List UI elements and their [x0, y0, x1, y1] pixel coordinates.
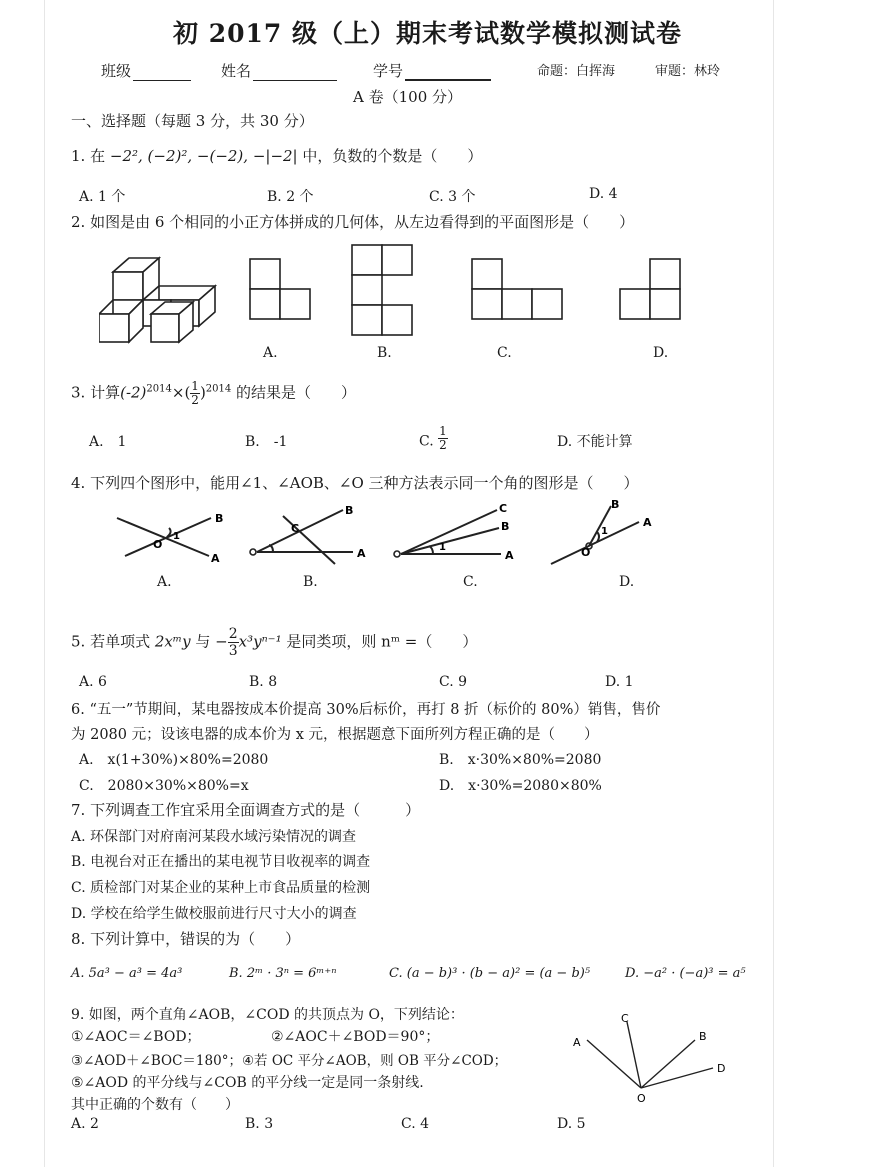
- q3-option-c-den: 2: [439, 438, 447, 452]
- q7-option-c[interactable]: C. 质检部门对某企业的某种上市食品质量的检测: [71, 880, 371, 896]
- q4-d-label-1: 1: [601, 526, 608, 537]
- q3-times: ×(: [171, 383, 191, 402]
- q4-a-label-1: 1: [173, 531, 180, 542]
- q2-option-a-figure[interactable]: [249, 258, 313, 322]
- q2-option-c-figure[interactable]: [471, 258, 565, 322]
- q4-b-label-c: C: [291, 522, 300, 535]
- q7-stem: 7. 下列调查工作宜采用全面调查方式的是（ ）: [71, 801, 421, 819]
- q1-option-d[interactable]: D. 4: [589, 186, 618, 202]
- q4-c-label-c: C: [499, 502, 508, 515]
- q1-option-a[interactable]: A. 1 个: [79, 189, 126, 205]
- q5-option-a[interactable]: A. 6: [79, 674, 107, 690]
- q4-d-label-o: O: [581, 546, 591, 559]
- q1-expr: −2², (−2)², −(−2), −|−2|: [109, 147, 298, 165]
- author: 命题：白挥海: [537, 64, 616, 79]
- q1-stem: [71, 145, 482, 166]
- q4-label-a: A.: [157, 574, 172, 590]
- q9-label-o: O: [637, 1092, 646, 1105]
- q4-label-b: B.: [303, 574, 318, 590]
- q4-a-label-b: B: [215, 512, 224, 525]
- q4-c-label-a: A: [505, 549, 514, 562]
- reviewer: 审题：林玲: [655, 64, 721, 79]
- q4-c-label-1: 1: [439, 542, 446, 553]
- q4-a-label-a: A: [211, 552, 220, 565]
- id-label: 学号: [373, 62, 404, 80]
- section1-title: 一、选择题（每题 3 分，共 30 分）: [71, 112, 314, 130]
- q1-prefix: 1. 在: [71, 147, 106, 165]
- q3-exp-2: 2014: [205, 383, 232, 395]
- q9-label-c: C: [621, 1012, 629, 1025]
- q5-prefix: 5. 若单项式: [71, 632, 151, 651]
- q9-conclusion-5: ⑤∠AOD 的平分线与∠COB 的平分线一定是同一条射线.: [71, 1075, 424, 1091]
- q9-conclusion-3-4: ③∠AOD＋∠BOC＝180°；④若 OC 平分∠AOB，则 OB 平分∠COD；: [71, 1053, 508, 1069]
- q4-d-label-b: B: [611, 498, 620, 511]
- q5-expr2: x³yⁿ⁻¹: [238, 632, 282, 651]
- q6-option-d[interactable]: D. x·30%=2080×80%: [439, 778, 602, 794]
- q7-option-b[interactable]: B. 电视台对正在播出的某电视节目收视率的调查: [71, 854, 371, 870]
- q9-label-b: B: [699, 1030, 707, 1043]
- q4-label-d: D.: [619, 574, 635, 590]
- q3-option-c-label: C.: [419, 433, 434, 450]
- q4-b-label-a: A: [357, 547, 366, 560]
- class-label: 班级: [101, 62, 132, 80]
- id-field: [373, 60, 491, 81]
- exam-page: [44, 0, 774, 1167]
- q9-option-b[interactable]: B. 3: [245, 1116, 274, 1132]
- q2-label-c: C.: [497, 345, 512, 361]
- q4-a-label-o: O: [153, 538, 163, 551]
- q9-ask: 其中正确的个数有（ ）: [71, 1097, 239, 1113]
- q3-frac-den: 2: [191, 393, 199, 407]
- q2-option-b-figure[interactable]: [351, 244, 413, 336]
- q3-fraction: [190, 380, 200, 407]
- q9-conclusion-2: ②∠AOC＋∠BOD＝90°；: [271, 1029, 440, 1045]
- q2-option-d-figure[interactable]: [619, 258, 683, 322]
- id-blank[interactable]: [405, 78, 491, 81]
- q5-expr1: 2xᵐy: [154, 632, 191, 651]
- q6-option-b[interactable]: B. x·30%×80%=2080: [439, 752, 602, 768]
- q5-mid: 与: [195, 632, 211, 651]
- q3-stem: [71, 380, 356, 407]
- q1-option-b[interactable]: B. 2 个: [267, 189, 314, 205]
- q3-suffix: 的结果是（ ）: [236, 383, 357, 402]
- q2-label-a: A.: [263, 345, 278, 361]
- q6-line2: 为 2080 元；设该电器的成本价为 x 元，根据题意下面所列方程正确的是（ ）: [71, 727, 599, 743]
- q2-stem: 2. 如图是由 6 个相同的小正方体拼成的几何体，从左边看得到的平面图形是（ ）: [71, 213, 635, 231]
- class-field: [101, 60, 191, 81]
- q3-close: ): [199, 383, 206, 402]
- q7-option-d[interactable]: D. 学校在给学生做校服前进行尺寸大小的调查: [71, 906, 357, 922]
- q6-line1: 6. “五一”节期间，某电器按成本价提高 30%后标价，再打 8 折（标价的 80%）销售，售价: [71, 702, 661, 718]
- q4-label-c: C.: [463, 574, 478, 590]
- name-field: [221, 60, 337, 81]
- q2-label-d: D.: [653, 345, 669, 361]
- q3-frac-num: 1: [191, 379, 199, 393]
- q6-option-c[interactable]: C. 2080×30%×80%=x: [79, 778, 249, 794]
- q8-option-b[interactable]: B. 2ᵐ · 3ⁿ = 6ᵐ⁺ⁿ: [229, 966, 337, 981]
- q3-option-c-num: 1: [439, 424, 447, 438]
- name-blank[interactable]: [253, 79, 337, 81]
- q5-coef-num: 2: [228, 626, 238, 642]
- q3-option-d[interactable]: D. 不能计算: [557, 434, 633, 450]
- q4-figure-a[interactable]: [115, 506, 225, 566]
- q9-option-c[interactable]: C. 4: [401, 1116, 430, 1132]
- q4-figure-b[interactable]: [239, 500, 369, 566]
- section-a-heading: A 卷（100 分）: [353, 88, 462, 106]
- q9-option-d[interactable]: D. 5: [557, 1116, 586, 1132]
- q3-option-c-fraction: [438, 425, 448, 452]
- q9-conclusion-1: ①∠AOC＝∠BOD；: [71, 1029, 201, 1045]
- q8-option-d[interactable]: D. −a² · (−a)³ = a⁵: [625, 966, 746, 981]
- q5-option-c[interactable]: C. 9: [439, 674, 468, 690]
- q6-option-a[interactable]: A. x(1+30%)×80%=2080: [79, 752, 269, 768]
- q5-option-d[interactable]: D. 1: [605, 674, 634, 690]
- q4-figure-d[interactable]: [545, 496, 657, 568]
- q3-exp-1: 2014: [146, 383, 172, 395]
- q3-option-c[interactable]: [419, 424, 448, 452]
- q5-stem: 5. 若单项式 2xᵐy 与 − $\frac{2}{3}$ x³yⁿ⁻¹ 是同类项，则 nᵐ =（ ）: [71, 626, 478, 659]
- class-blank[interactable]: [133, 79, 191, 81]
- q9-option-a[interactable]: A. 2: [71, 1116, 99, 1132]
- q8-stem: 8. 下列计算中，错误的为（ ）: [71, 930, 301, 948]
- q4-figure-c[interactable]: [391, 498, 519, 566]
- q9-stem: 9. 如图，两个直角∠AOB，∠COD 的共顶点为 O，下列结论：: [71, 1007, 464, 1023]
- q9-angle-figure: [571, 1010, 731, 1106]
- q1-option-c[interactable]: C. 3 个: [429, 189, 476, 205]
- q4-stem: 4. 下列四个图形中，能用∠1、∠AOB、∠O 三种方法表示同一个角的图形是（ ）: [71, 474, 639, 492]
- q4-c-label-b: B: [501, 520, 510, 533]
- q5-option-b[interactable]: B. 8: [249, 674, 278, 690]
- q2-label-b: B.: [377, 345, 392, 361]
- q2-cube-solid-figure: [99, 252, 249, 344]
- q5-coefficient: [228, 626, 239, 659]
- q8-option-a[interactable]: A. 5a³ − a³ = 4a³: [71, 966, 183, 981]
- q1-suffix: 中，负数的个数是（ ）: [302, 147, 483, 165]
- q3-option-a[interactable]: A. 1: [89, 434, 127, 450]
- page-title: 初 2017 级（上）期末考试数学模拟测试卷: [173, 19, 682, 48]
- q9-label-d: D: [717, 1062, 726, 1075]
- q4-d-label-a: A: [643, 516, 652, 529]
- q9-label-a: A: [573, 1036, 581, 1049]
- q3-base: (-2): [120, 383, 147, 402]
- q7-option-a[interactable]: A. 环保部门对府南河某段水域污染情况的调查: [71, 829, 357, 845]
- q3-prefix: 3. 计算: [71, 383, 121, 402]
- q8-option-c[interactable]: C. (a − b)³ · (b − a)² = (a − b)⁵: [389, 966, 591, 981]
- q5-suffix: 是同类项，则 nᵐ =（ ）: [286, 632, 478, 651]
- q3-option-b[interactable]: B. -1: [245, 434, 288, 450]
- q4-b-label-b: B: [345, 504, 354, 517]
- q5-coef-den: 3: [228, 643, 238, 659]
- name-label: 姓名: [221, 62, 252, 80]
